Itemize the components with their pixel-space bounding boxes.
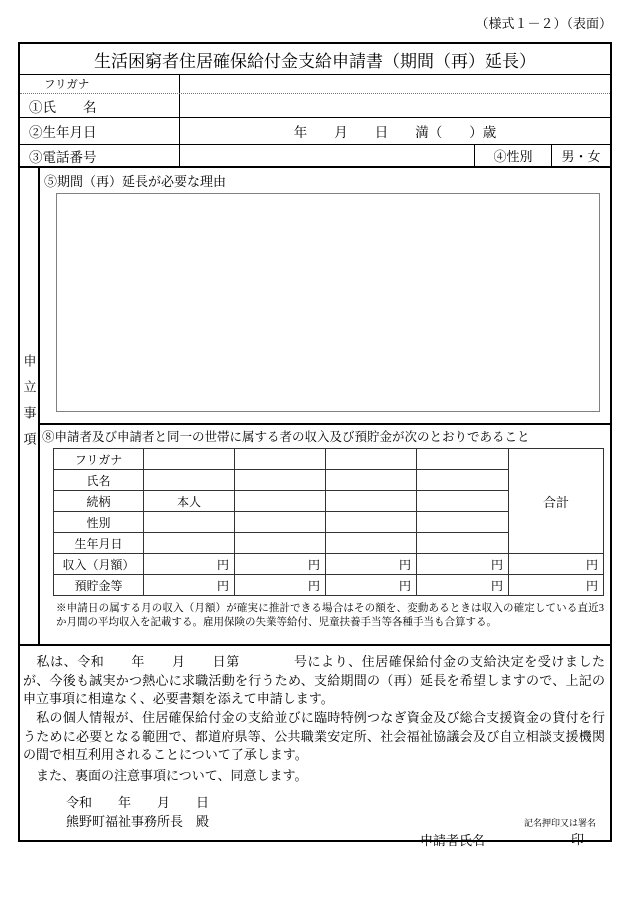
declaration-side-strip xyxy=(20,168,40,644)
member-cell xyxy=(235,470,326,491)
member-cell xyxy=(144,533,235,554)
name-field xyxy=(180,94,610,117)
savings-yen-cell: 円 xyxy=(417,575,509,596)
member-cell xyxy=(417,470,509,491)
declaration-content xyxy=(40,168,610,644)
birthdate-placeholders: 年 月 日 満（ ）歳 xyxy=(293,125,497,140)
income-yen-cell: 円 xyxy=(235,554,326,575)
name-label: ①氏 名 xyxy=(20,94,180,117)
total-column-label: 合計 xyxy=(509,449,604,554)
member-cell xyxy=(144,449,235,470)
declaration-side-label: 申立事項 xyxy=(21,354,37,458)
member-cell xyxy=(144,512,235,533)
row-label-savings: 預貯金等 xyxy=(54,575,144,596)
member-cell xyxy=(235,449,326,470)
reason-section xyxy=(40,168,610,423)
member-cell xyxy=(326,512,417,533)
relationship-self-cell: 本人 xyxy=(144,491,235,512)
member-cell xyxy=(417,449,509,470)
member-cell xyxy=(235,533,326,554)
income-yen-cell: 円 xyxy=(326,554,417,575)
savings-yen-cell: 円 xyxy=(235,575,326,596)
income-note: ※申請日の属する月の収入（月額）が確実に推計できる場合はその額を、変動あるときは収入の確定している直近3か月間の平均収入を記載する。雇用保険の失業等給付、児童扶養手当等各種手当も合算する。 xyxy=(56,603,604,628)
gender-label: ④性別 xyxy=(474,145,551,166)
furigana-row xyxy=(20,75,610,94)
application-date-line: 令和 年 月 日 xyxy=(66,795,210,810)
row-label-relationship: 続柄 xyxy=(54,491,144,512)
member-cell xyxy=(235,491,326,512)
gender-options: 男・女 xyxy=(551,145,610,166)
form-outer-box xyxy=(18,42,612,848)
member-cell xyxy=(326,533,417,554)
table-row-furigana xyxy=(54,449,604,470)
sign-method-note: 記名押印又は署名 xyxy=(523,818,596,828)
form-title: 生活困窮者住居確保給付金支給申請書（期間（再）延長） xyxy=(20,44,610,75)
savings-yen-cell: 円 xyxy=(326,575,417,596)
seal-mark: 印 xyxy=(570,832,584,847)
row-label-gender: 性別 xyxy=(54,512,144,533)
applicant-name-label: 申請者氏名 xyxy=(420,833,486,848)
row-label-birthdate: 生年月日 xyxy=(54,533,144,554)
table-row-income xyxy=(54,554,604,575)
income-total-yen-cell: 円 xyxy=(509,554,604,575)
birthdate-label: ②生年月日 xyxy=(20,118,180,144)
row-label-furigana: フリガナ xyxy=(54,449,144,470)
phone-row xyxy=(20,145,610,166)
income-section xyxy=(40,423,610,644)
form-code: （様式１－２）（表面） xyxy=(475,16,612,31)
birthdate-row xyxy=(20,118,610,145)
savings-total-yen-cell: 円 xyxy=(509,575,604,596)
recipient-line: 熊野町福祉事務所長 殿 xyxy=(66,814,210,829)
statement-backside-consent: また、裏面の注意事項について、同意します。 xyxy=(23,768,308,783)
household-income-table xyxy=(53,448,604,596)
income-section-label: ⑧申請者及び申請者と同一の世帯に属する者の収入及び預貯金が次のとおりであること xyxy=(42,430,530,444)
declaration-section xyxy=(20,166,610,644)
name-row xyxy=(20,94,610,118)
phone-field xyxy=(180,145,474,166)
reason-write-box xyxy=(56,193,600,412)
member-cell xyxy=(235,512,326,533)
savings-yen-cell: 円 xyxy=(144,575,235,596)
furigana-field xyxy=(180,75,610,93)
reason-section-label: ⑤期間（再）延長が必要な理由 xyxy=(44,174,227,189)
phone-label: ③電話番号 xyxy=(20,145,180,166)
statements-section xyxy=(20,644,610,847)
row-label-income: 収入（月額） xyxy=(54,554,144,575)
member-cell xyxy=(326,491,417,512)
member-cell xyxy=(144,470,235,491)
furigana-label: フリガナ xyxy=(20,75,180,93)
statement-decision: 私は、令和 年 月 日第 号により、住居確保給付金の支給決定を受けましたが、今後も誠実かつ熱心に求職活動を行うため、支給期間の（再）延長を希望しますので、上記の申立事項に相違なく、必要書類を添えて申請します。 xyxy=(23,654,605,706)
member-cell xyxy=(326,470,417,491)
member-cell xyxy=(417,533,509,554)
income-yen-cell: 円 xyxy=(417,554,509,575)
birthdate-field xyxy=(180,118,610,144)
member-cell xyxy=(417,491,509,512)
member-cell xyxy=(417,512,509,533)
member-cell xyxy=(326,449,417,470)
income-yen-cell: 円 xyxy=(144,554,235,575)
table-row-savings xyxy=(54,575,604,596)
statement-privacy: 私の個人情報が、住居確保給付金の支給並びに臨時特例つなぎ資金及び総合支援資金の貸付を行うために必要となる範囲で、都道府県等、公共職業安定所、社会福祉協議会及び自立相談支援機関の間で相互利用されることについて了承します。 xyxy=(23,710,605,762)
row-label-name: 氏名 xyxy=(54,470,144,491)
